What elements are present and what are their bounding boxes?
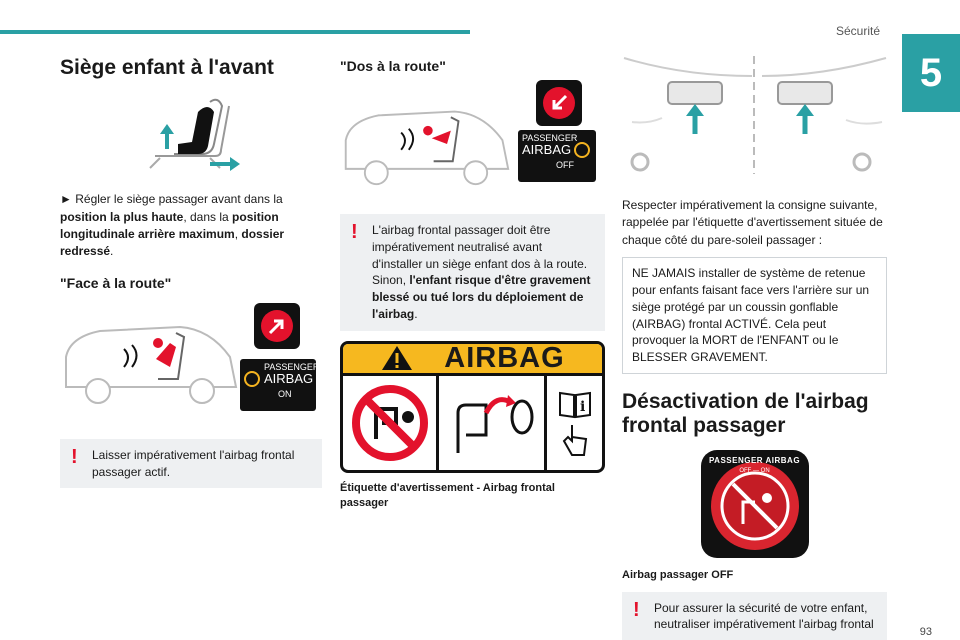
rear-facing-heading: "Dos à la route" bbox=[340, 58, 446, 74]
column-1 bbox=[60, 50, 322, 488]
warning-triangle-icon bbox=[380, 344, 414, 372]
header-rule bbox=[0, 30, 470, 34]
bullet-arrow: ► bbox=[60, 192, 72, 207]
airbag-off-label: PASSENGER AIRBAG OFF bbox=[518, 130, 596, 182]
airbag-deploy-pictogram bbox=[439, 376, 547, 470]
visor-instruction: Respecter impérativement la consigne suivante, rappelée par l'étiquette d'avertissement située de chaque côté du pare-soleil passager : bbox=[622, 198, 883, 247]
chapter-tab[interactable]: 5 bbox=[902, 34, 960, 112]
warning-box: ! Pour assurer la sécurité de votre enfant, neutraliser impérativement l'airbag frontal bbox=[622, 592, 887, 640]
manual-pictogram bbox=[547, 376, 602, 470]
forward-facing-heading: "Face à la route" bbox=[60, 274, 172, 291]
column-3 bbox=[622, 50, 887, 640]
page-number: 93 bbox=[919, 626, 932, 638]
warning-icon: ! bbox=[71, 445, 78, 468]
car-rear-illustration bbox=[340, 100, 512, 190]
airbag-off-icon bbox=[574, 142, 590, 158]
warning-box: ! Laisser impérativement l'airbag frontal passager actif. bbox=[60, 439, 322, 489]
warning-notice: NE JAMAIS installer de système de retenue pour enfants faisant face vers l'arrière sur un siège protégé par un coussin gonflable (AIRBAG) frontal ACTIVÉ. Cela peut provoquer la MORT de l'ENFANT ou le BLESSER GRAVEMENT. bbox=[622, 257, 887, 374]
forward-arrow-badge bbox=[254, 303, 300, 349]
airbag-banner: AIRBAG bbox=[343, 344, 602, 376]
airbag-off-badge-icon bbox=[701, 450, 809, 558]
car-forward-illustration bbox=[60, 317, 240, 407]
rear-arrow-badge bbox=[536, 80, 582, 126]
badge-caption: Airbag passager OFF bbox=[622, 569, 734, 582]
airbag-on-label: PASSENGER AIRBAG ON bbox=[240, 359, 316, 411]
manual-book-icon bbox=[558, 389, 592, 419]
hand-icon bbox=[562, 423, 588, 457]
airbag-deploy-icon bbox=[446, 383, 538, 463]
column-2 bbox=[340, 50, 605, 512]
forward-facing-figure bbox=[60, 303, 322, 413]
warning-icon: ! bbox=[633, 598, 640, 621]
section-heading: Siège enfant à l'avant bbox=[60, 56, 274, 79]
no-rear-seat-pictogram bbox=[343, 376, 439, 470]
airbag-on-icon bbox=[244, 371, 260, 387]
warning-box: ! L'airbag frontal passager doit être impérativement neutralisé avant d'installer un siège enfant dos à la route. Sinon, l'enfant risque d'être gravement blessé ou tué lors du déploiement de l'airbag. bbox=[340, 214, 605, 331]
seat-adjust-illustration bbox=[60, 94, 322, 174]
section-title: Sécurité bbox=[835, 24, 880, 38]
section-heading: Désactivation de l'airbag frontal passager bbox=[622, 389, 869, 438]
adjust-instruction: ► Régler le siège passager avant dans la position la plus haute, dans la position longitudinale arrière maximum, dossier redressé. bbox=[60, 192, 285, 259]
label-caption: Étiquette d'avertissement - Airbag frontal passager bbox=[340, 481, 555, 510]
sun-visor-illustration bbox=[622, 50, 887, 178]
prohibited-icon bbox=[350, 383, 430, 463]
svg-text:i: i bbox=[579, 398, 585, 415]
airbag-off-badge: PASSENGER AIRBAG OFF — ON bbox=[622, 450, 887, 558]
warning-icon: ! bbox=[351, 221, 358, 243]
rear-facing-figure bbox=[340, 80, 605, 200]
airbag-warning-label bbox=[340, 341, 605, 473]
